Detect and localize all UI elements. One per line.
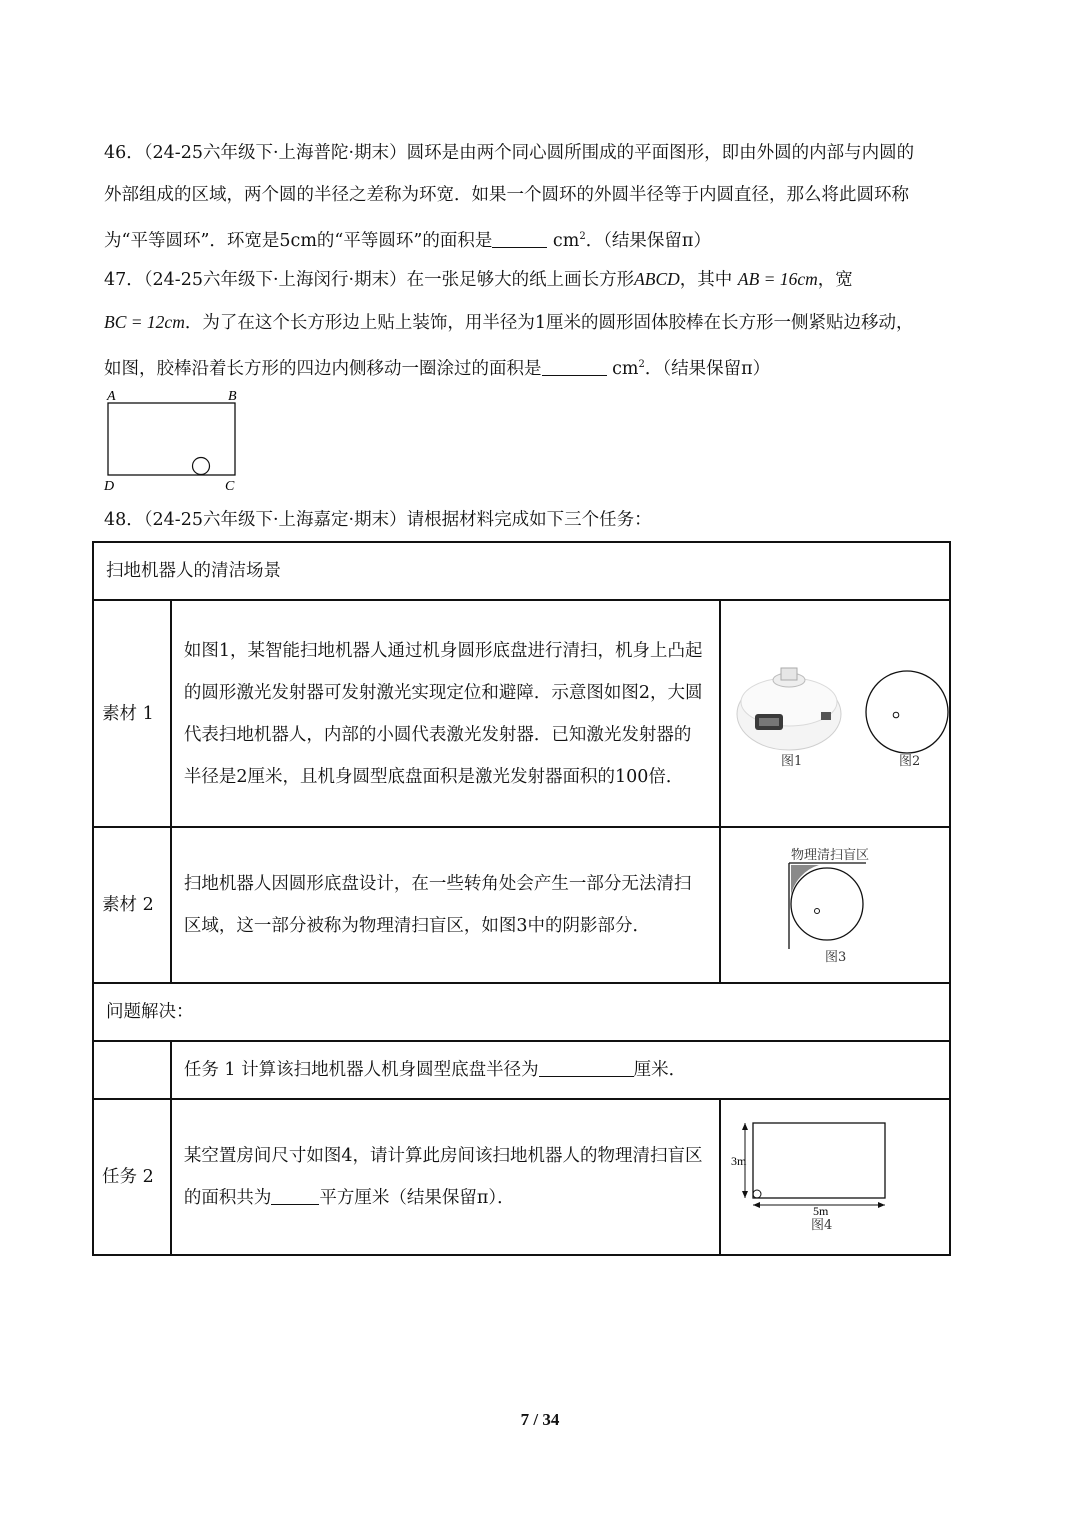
question-48 [104,499,984,541]
materials-table [92,541,951,1256]
task-2-label: 任务 2 [93,1099,171,1255]
q46-line1: 46．（24-25六年级下·上海普陀·期末）圆环是由两个同心圆所围成的平面图形，即由外圆的内部与内圆的 [104,143,915,163]
task-1 [171,1041,950,1099]
task-2-text-a: 某空置房间尺寸如图4，请计算此房间该扫地机器人的物理清扫盲区的面积共为 [183,1146,703,1208]
q46-text: 为“平等圆环”．环宽是5cm的“平等圆环”的面积是 [104,230,493,251]
material-2-label: 素材 2 [93,827,171,983]
fig4-label: 图4 [810,1218,833,1233]
answer-blank [271,1186,319,1205]
q46-line3 [104,216,984,262]
q47-line3 [104,344,984,390]
q48-intro: 48．（24-25六年级下·上海嘉定·期末）请根据材料完成如下三个任务： [104,510,652,530]
robot-vacuum-image [737,668,841,750]
table-row [93,1099,950,1255]
ab-length: AB = 16cm [737,269,818,289]
superscript: 2 [638,359,645,370]
unit: cm [552,230,580,251]
label-b: B [228,389,237,404]
figure-3 [721,829,949,981]
rect-name: ABCD [634,269,680,289]
answer-blank [539,1058,634,1077]
empty-cell [93,1041,171,1099]
table-row [93,542,950,600]
q47-text: ，其中 [679,270,733,290]
label-a: A [107,389,116,404]
q46-line2: 外部组成的区域，两个圆的半径之差称为环宽．如果一个圆环的外圆半径等于内圆直径，那么将此圆环称 [104,185,909,205]
room-rect [753,1123,885,1198]
material-1-text: 如图1，某智能扫地机器人通过机身圆形底盘进行清扫，机身上凸起的圆形激光发射器可发射激光实现定位和避障．示意图如图2，大圆代表扫地机器人，内部的小圆代表激光发射器．已知激光发射器的半径是2厘米，且机身圆型底盘面积是激光发射器面积的100倍． [171,600,720,827]
q47-text: ．为了在这个长方形边上贴上装饰，用半径为1厘米的圆形固体胶棒在长方形一侧紧贴边移动， [184,313,914,333]
task-1-unit: 厘米． [633,1060,687,1080]
answer-blank [492,229,547,248]
table-row [93,983,950,1041]
figure-cell [720,827,950,983]
q47-line2 [104,301,984,344]
task-1-text: 任务 1 计算该扫地机器人机身圆型底盘半径为 [183,1060,539,1080]
q47-text: 如图，胶棒沿着长方形的四边内侧移动一圈涂过的面积是 [104,358,542,379]
figure-4 [721,1101,949,1253]
superscript: 2 [579,231,586,242]
fig3-caption: 物理清扫盲区 [790,848,869,863]
table-row [93,827,950,983]
bc-length: BC = 12cm [104,312,185,332]
q47-text: ，宽 [817,270,853,290]
rectangle-abcd [108,403,235,475]
question-47 [104,258,984,390]
answer-blank [542,357,607,376]
rectangle-figure [100,386,250,494]
material-2-text: 扫地机器人因圆形底盘设计，在一些转角处会产生一部分无法清扫区域，这一部分被称为物理清扫盲区，如图3中的阴影部分． [171,827,720,983]
figures-1-2 [721,602,949,825]
material-1-label: 素材 1 [93,600,171,827]
table-row [93,600,950,827]
table-row [93,1041,950,1099]
robot-circle [791,868,863,940]
page-number: 7 / 34 [520,1410,560,1429]
question-46 [104,132,984,262]
q47-note: ．（结果保留π） [644,358,771,379]
figure-cell [720,600,950,827]
fig2-label: 图2 [898,754,921,769]
glue-stick-circle [193,458,210,475]
q47-line1 [104,258,984,301]
figure-cell [720,1099,950,1255]
fig1-label: 图1 [780,754,803,769]
robot-circle [753,1190,761,1198]
task-2-text-b: 平方厘米（结果保留π）． [319,1188,515,1208]
width-label: 5m [812,1204,829,1218]
task-2-text [171,1099,720,1255]
laser-circle [893,712,899,718]
problem-solving-label: 问题解决： [93,983,950,1041]
q47-text: 47．（24-25六年级下·上海闵行·期末）在一张足够大的纸上画长方形 [104,270,635,290]
label-d: D [104,479,115,494]
robot-circle [866,671,948,753]
height-label: 3m [730,1154,747,1168]
table-title: 扫地机器人的清洁场景 [93,542,950,600]
unit: cm [612,358,639,379]
fig3-label: 图3 [824,950,847,965]
label-c: C [225,479,235,494]
q46-note: ．（结果保留π） [585,230,711,251]
